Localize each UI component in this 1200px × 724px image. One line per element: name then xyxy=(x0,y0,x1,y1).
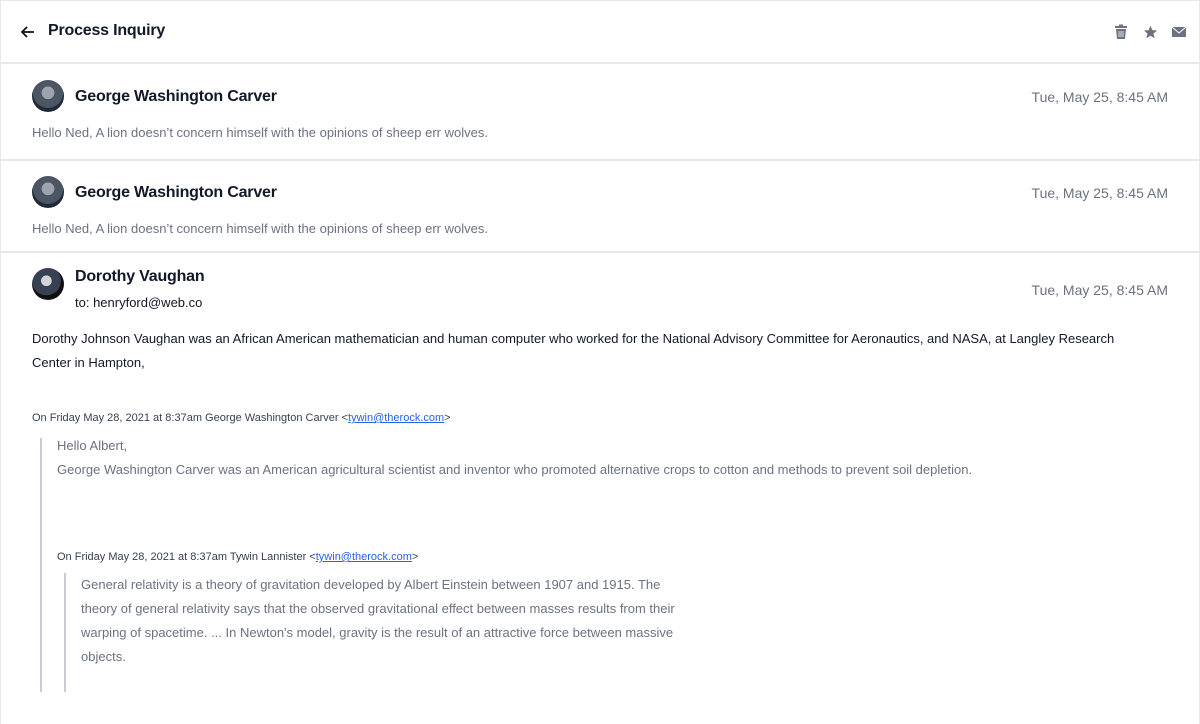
mail-icon[interactable] xyxy=(1172,24,1186,40)
header xyxy=(0,0,1200,64)
back-arrow-icon[interactable] xyxy=(18,22,38,42)
message-preview: Hello Ned, A lion doesn’t concern himself with the opinions of sheep err wolves. xyxy=(32,125,488,140)
message-item[interactable] xyxy=(0,64,1200,161)
avatar xyxy=(32,80,64,112)
page-title: Process Inquiry xyxy=(48,22,166,39)
quote-header: On Friday May 28, 2021 at 8:37am Tywin Lannister <tywin@therock.com> xyxy=(57,551,419,563)
message-item[interactable] xyxy=(0,161,1200,253)
message-date: Tue, May 25, 8:45 AM xyxy=(1031,89,1168,105)
quote-email-link[interactable]: tywin@therock.com xyxy=(348,412,445,424)
quote-text: George Washington Carver was an American agricultural scientist and inventor who promoted alternative crops to cotton and methods to prevent soil depletion. xyxy=(57,462,973,477)
sender-name: George Washington Carver xyxy=(75,184,277,201)
quote-header: On Friday May 28, 2021 at 8:37am George Washington Carver <tywin@therock.com> xyxy=(32,412,451,424)
quote-text: General relativity is a theory of gravitation developed by Albert Einstein between 1907 and 1915. The theory of general relativity says that the observed gravitational effect between masses results from their warping of spacetime. ... In Newton's model, gravity is the result of an attractive force between massive objects. xyxy=(81,577,675,664)
sender-name: Dorothy Vaughan xyxy=(75,268,205,285)
quote-email-link[interactable]: tywin@therock.com xyxy=(315,551,412,563)
quote-greeting: Hello Albert, xyxy=(57,438,128,453)
quote-bar xyxy=(64,573,66,692)
sender-name: George Washington Carver xyxy=(75,88,277,105)
recipient: to: henryford@web.co xyxy=(75,295,203,310)
trash-icon[interactable] xyxy=(1114,24,1128,40)
message-date: Tue, May 25, 8:45 AM xyxy=(1031,282,1168,298)
message-preview: Hello Ned, A lion doesn’t concern himself with the opinions of sheep err wolves. xyxy=(32,221,488,236)
quote-bar xyxy=(40,438,42,692)
avatar xyxy=(32,176,64,208)
toolbar xyxy=(1114,24,1186,40)
message-date: Tue, May 25, 8:45 AM xyxy=(1031,185,1168,201)
avatar xyxy=(32,268,64,300)
message-body: Dorothy Johnson Vaughan was an African American mathematician and human computer who worked for the National Advisory Committee for Aeronautics, and NASA, at Langley Research Center in Hampton, xyxy=(32,331,1115,370)
star-icon[interactable] xyxy=(1143,24,1157,40)
